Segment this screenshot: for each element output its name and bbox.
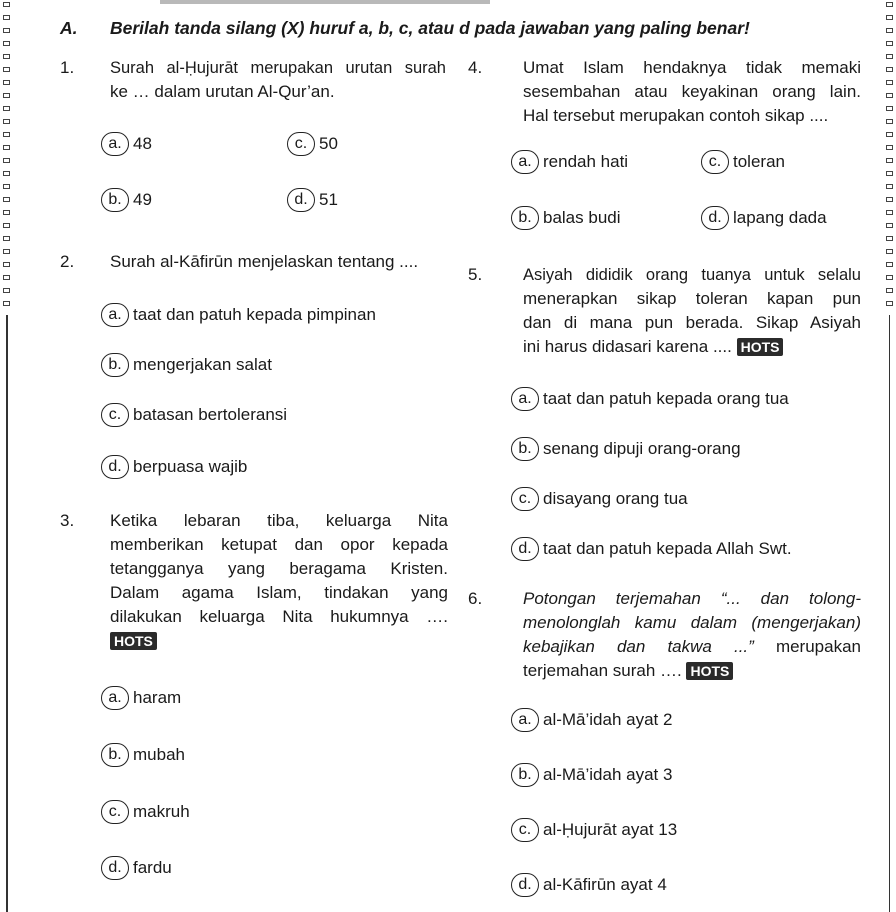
binder-rings-left [0,0,18,912]
option-text: makruh [133,802,190,821]
binder-ring [3,132,10,137]
question-stem [110,509,448,653]
binder-ring [886,119,893,124]
option-letter: b. [511,763,539,787]
binder-ring [886,223,893,228]
option-text: toleran [733,152,785,171]
q5-option-c[interactable] [511,487,688,511]
q4-option-d[interactable] [701,206,827,230]
stem-line: Dalam agama Islam, tindakan yang [110,583,448,602]
binder-ring [3,93,10,98]
stem-line: dan di mana pun berada. Sikap Asiyah [523,313,861,332]
option-text: balas budi [543,208,621,227]
binder-ring [886,54,893,59]
binder-ring [886,288,893,293]
q4-option-a[interactable] [511,150,628,174]
stem-line-3 [523,635,861,659]
section-instruction: Berilah tanda silang (X) huruf a, b, c, atau d pada jawaban yang paling benar! [110,18,750,38]
question-number: 4. [468,58,483,77]
option-letter: b. [101,188,129,212]
option-text: al-Mā’idah ayat 3 [543,765,673,784]
option-letter: c. [101,403,129,427]
binder-ring [3,145,10,150]
option-text: 48 [133,134,152,153]
binder-ring [3,106,10,111]
hots-badge: HOTS [737,338,784,356]
option-text: fardu [133,858,172,877]
option-letter: d. [511,537,539,561]
option-text: senang dipuji orang-orang [543,439,741,458]
stem-line: Potongan terjemahan “... dan tolong- [523,589,861,608]
stem-line: sesembahan atau keyakinan orang lain. [523,82,861,101]
stem-line-normal: merupakan [753,637,861,656]
option-letter: a. [101,303,129,327]
binder-ring [3,119,10,124]
binder-ring [3,2,10,7]
option-letter: b. [101,743,129,767]
binder-ring [886,249,893,254]
option-letter: a. [101,686,129,710]
question-stem [110,56,446,104]
binder-ring [3,41,10,46]
question-stem [523,263,861,359]
binder-ring [3,80,10,85]
option-letter: c. [511,818,539,842]
option-text: batasan bertoleransi [133,405,288,424]
option-text: haram [133,688,182,707]
q6-option-a[interactable] [511,708,672,732]
q3-option-b[interactable] [101,743,185,767]
binder-ring [3,275,10,280]
option-letter: a. [511,387,539,411]
option-text: 51 [319,190,338,209]
binder-ring [3,288,10,293]
stem-line: Ketika lebaran tiba, keluarga Nita [110,511,448,530]
binder-ring [3,262,10,267]
binder-ring [3,171,10,176]
option-text: taat dan patuh kepada pimpinan [133,305,376,324]
option-text: 50 [319,134,338,153]
binder-ring [3,54,10,59]
option-text: al-Ḥujurāt ayat 13 [543,820,678,839]
binder-ring [886,106,893,111]
stem-line: Surah al-Kāfirūn menjelaskan tentang .... [110,252,419,271]
q2-option-b[interactable] [101,353,272,377]
q5-option-b[interactable] [511,437,741,461]
q4-option-c[interactable] [701,150,785,174]
q3-option-a[interactable] [101,686,181,710]
option-letter: c. [101,800,129,824]
option-text: disayang orang tua [543,489,688,508]
option-letter: b. [101,353,129,377]
option-letter: b. [511,206,539,230]
binder-ring [886,301,893,306]
stem-line: menerapkan sikap toleran kapan pun [523,289,861,308]
stem-line-italic: kebajikan dan takwa ...” [523,637,754,656]
hots-badge: HOTS [110,632,157,650]
stem-line: menolonglah kamu dalam (mengerjakan) [523,613,861,632]
binder-ring [886,275,893,280]
binder-ring [886,132,893,137]
option-text: mubah [133,745,185,764]
binder-ring [886,158,893,163]
binder-ring [3,28,10,33]
binder-ring [886,67,893,72]
option-text: taat dan patuh kepada orang tua [543,389,789,408]
q1-option-b[interactable] [101,188,152,212]
option-letter: d. [101,455,129,479]
question-number: 6. [468,589,483,608]
option-letter: d. [511,873,539,897]
q2-option-d[interactable] [101,455,247,479]
binder-ring [3,158,10,163]
question-number: 5. [468,265,483,284]
q6-option-b[interactable] [511,763,672,787]
binder-ring [886,2,893,7]
stem-line: terjemahan surah …. [523,661,682,680]
question-number: 3. [60,511,75,530]
binder-ring [3,184,10,189]
option-letter: c. [511,487,539,511]
question-number: 2. [60,252,75,271]
option-text: 49 [133,190,152,209]
binder-ring [3,223,10,228]
stem-line: tetangganya yang beragama Kristen. [110,559,448,578]
binder-ring [3,249,10,254]
stem-line: Hal tersebut merupakan contoh sikap .... [523,106,829,125]
q3-option-c[interactable] [101,800,190,824]
option-text: al-Kāfirūn ayat 4 [543,875,667,894]
stem-line: ini harus didasari karena .... [523,337,732,356]
stem-line: memberikan ketupat dan opor kepada [110,535,448,554]
stem-line: Asiyah dididik orang tuanya untuk selalu [523,266,861,284]
binder-ring [886,184,893,189]
option-letter: c. [701,150,729,174]
binder-ring [886,28,893,33]
option-letter: d. [287,188,315,212]
binder-ring [3,301,10,306]
binder-ring [886,236,893,241]
hots-badge: HOTS [686,662,733,680]
question-stem [523,587,861,683]
binder-ring [886,145,893,150]
q2-option-c[interactable] [101,403,287,427]
option-letter: a. [101,132,129,156]
binder-ring [886,197,893,202]
question-stem [523,56,861,128]
option-letter: d. [101,856,129,880]
option-text: mengerjakan salat [133,355,272,374]
option-letter: b. [511,437,539,461]
option-text: al-Mā’idah ayat 2 [543,710,673,729]
option-letter: c. [287,132,315,156]
binder-ring [886,262,893,267]
binder-ring [886,15,893,20]
option-text: berpuasa wajib [133,457,248,476]
option-letter: a. [511,150,539,174]
binder-ring [3,67,10,72]
stem-line: dilakukan keluarga Nita hukumnya …. [110,607,448,626]
option-letter: d. [701,206,729,230]
stem-line: Umat Islam hendaknya tidak memaki [523,58,861,77]
top-decorative-bar [160,0,490,4]
q6-option-d[interactable] [511,873,667,897]
question-stem [110,250,450,274]
section-letter: A. [60,18,78,38]
binder-ring [3,15,10,20]
q5-option-d[interactable] [511,537,792,561]
q2-option-a[interactable] [101,303,376,327]
binder-ring [3,210,10,215]
q1-option-a[interactable] [101,132,152,156]
q3-option-d[interactable] [101,856,172,880]
q6-option-c[interactable] [511,818,677,842]
binder-rings-right [878,0,896,912]
q5-option-a[interactable] [511,387,789,411]
binder-ring [886,80,893,85]
option-letter: a. [511,708,539,732]
q4-option-b[interactable] [511,206,621,230]
binder-ring [886,171,893,176]
question-number: 1. [60,58,75,77]
q1-option-c[interactable] [287,132,338,156]
option-text: lapang dada [733,208,827,227]
q1-option-d[interactable] [287,188,338,212]
binder-ring [3,236,10,241]
binder-ring [886,41,893,46]
option-text: rendah hati [543,152,629,171]
option-text: taat dan patuh kepada Allah Swt. [543,539,792,558]
binder-ring [886,93,893,98]
stem-line: ke … dalam urutan Al-Qur’an. [110,82,335,101]
stem-line: Surah al-Ḥujurāt merupakan urutan surah [110,59,446,77]
binder-ring [886,210,893,215]
binder-ring [3,197,10,202]
